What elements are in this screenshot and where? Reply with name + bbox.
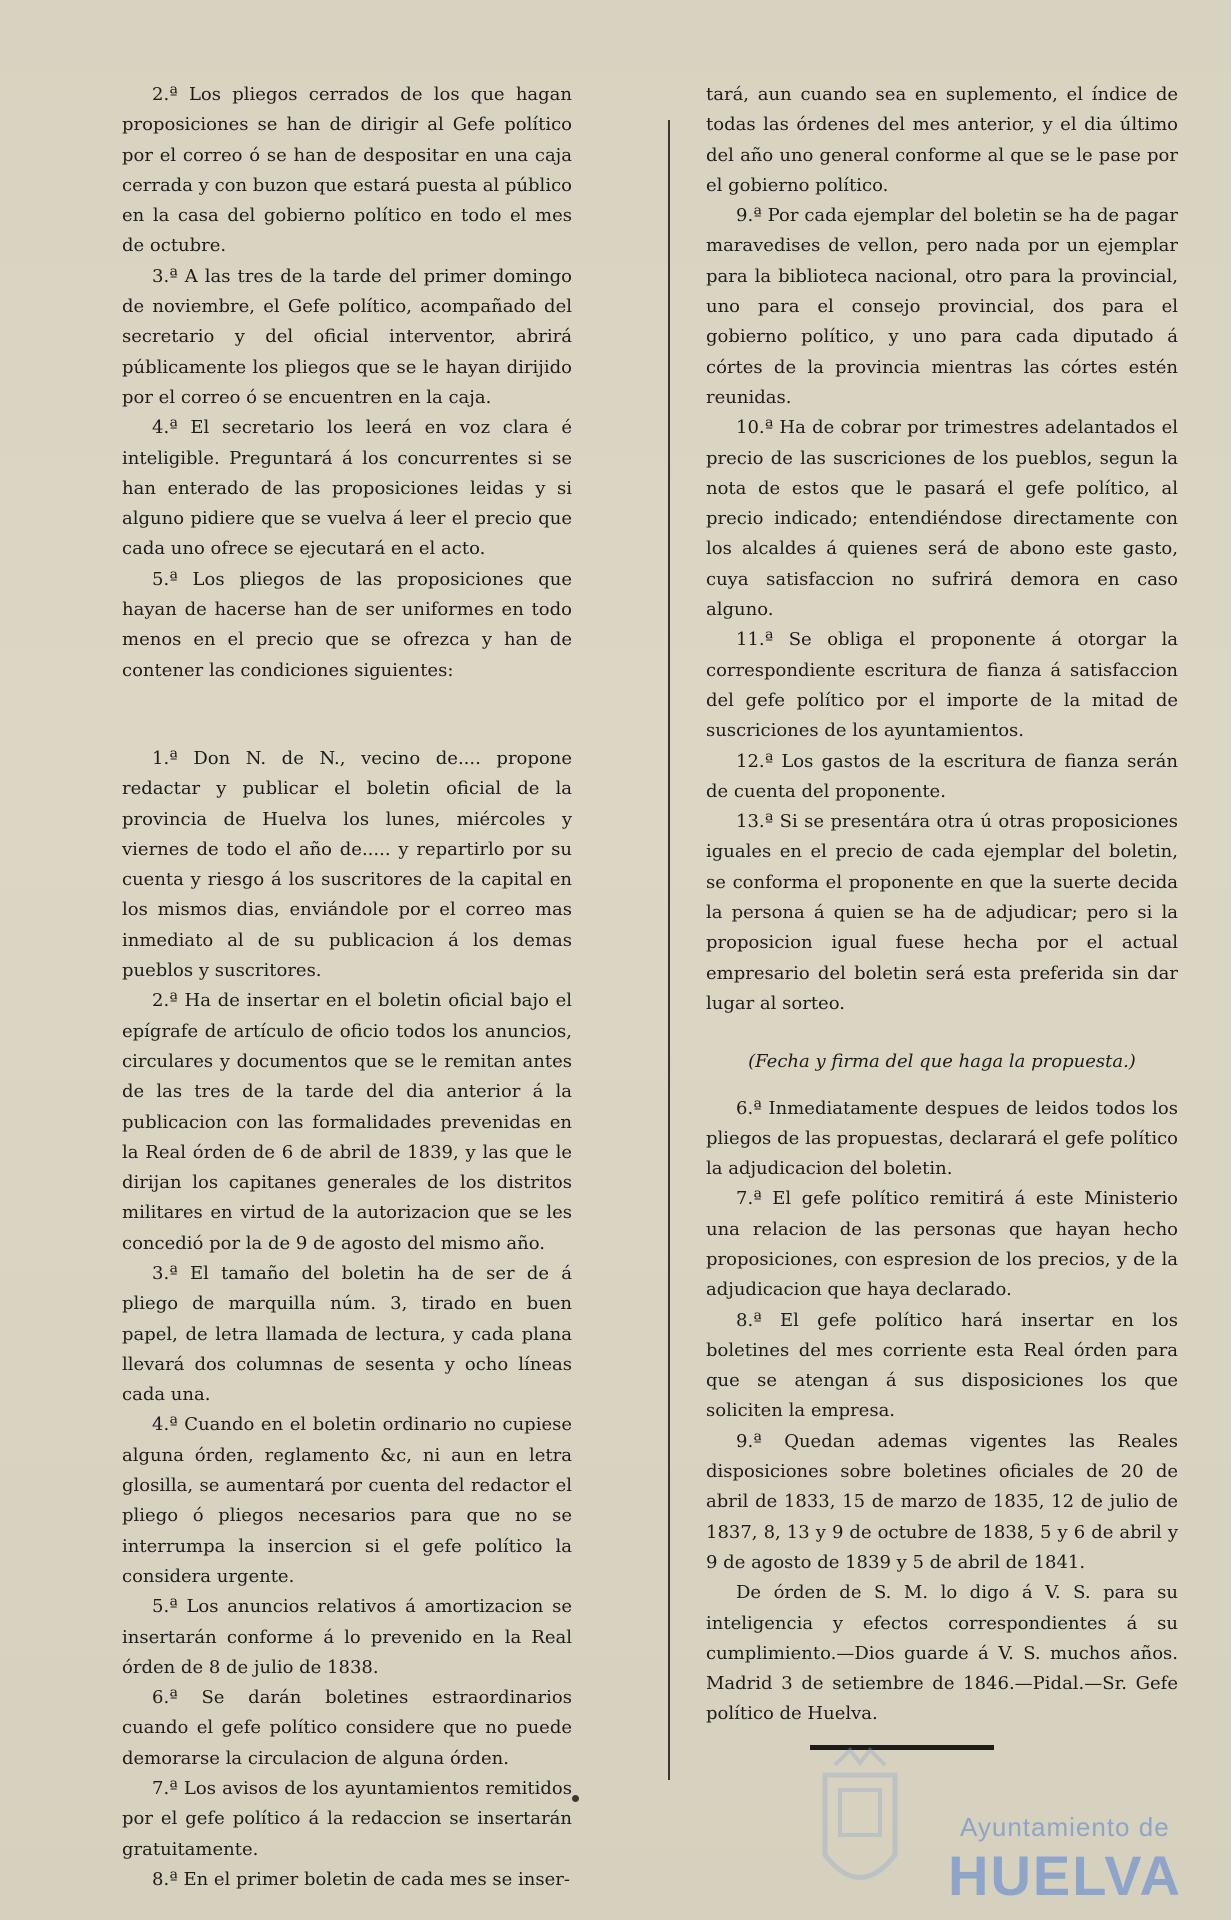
paragraph: 5.ª Los pliegos de las proposiciones que hayan de hacerse han de ser uniformes en todo menos en el precio que se ofrezca y han de contener las condiciones siguientes: bbox=[122, 568, 572, 681]
watermark-line1: Ayuntamiento de bbox=[960, 1812, 1170, 1842]
ink-dot bbox=[572, 1795, 579, 1802]
paragraph: 11.ª Se obliga el proponente á otorgar la correspondiente escritura de fianza á satisfaccion del gefe político por el importe de la mitad de suscriciones de los ayuntamientos. bbox=[706, 629, 1178, 742]
paragraph: 7.ª Los avisos de los ayuntamientos remitidos por el gefe político á la redaccion se insertarán gratuitamente. bbox=[122, 1778, 572, 1860]
paragraph: 2.ª Ha de insertar en el boletin oficial bajo el epígrafe de artículo de oficio todos los anuncios, circulares y documentos que se le remitan antes de las tres de la tarde del dia anterior á la publicacion con las formalidades prevenidas en la Real órden de 6 de abril de 1839, y las que le dirijan los capitanes generales de los distritos militares en virtud de la autorizacion que se les concedió por la de 9 de agosto del mismo año. bbox=[122, 990, 572, 1254]
paragraph: 4.ª Cuando en el boletin ordinario no cupiese alguna órden, reglamento &c, ni aun en letra glosilla, se aumentará por cuenta del redactor el pliego ó pliegos necesarios para que no se interrumpa la insercion si el gefe político la considera urgente. bbox=[122, 1414, 572, 1587]
right-column bbox=[706, 80, 1178, 1730]
paragraph: De órden de S. M. lo digo á V. S. para su inteligencia y efectos correspondientes á su cumplimiento.—Dios guarde á V. S. muchos años. Madrid 3 de setiembre de 1846.—Pidal.—Sr. Gefe político de Huelva. bbox=[706, 1582, 1178, 1725]
paragraph: 1.ª Don N. de N., vecino de.... propone redactar y publicar el boletin oficial de la provincia de Huelva los lunes, miércoles y viernes de todo el año de..... y repartirlo por su cuenta y riesgo á los suscritores de la capital en los mismos dias, enviándole por el correo mas inmediato al de su publicacion á los demas pueblos y suscritores. bbox=[122, 747, 572, 982]
paragraph: 8.ª En el primer boletin de cada mes se inser- bbox=[152, 1868, 570, 1890]
paragraph: 8.ª El gefe político hará insertar en los boletines del mes corriente esta Real órden para que se atengan á sus disposiciones los que soliciten la empresa. bbox=[706, 1309, 1178, 1422]
paragraph: tará, aun cuando sea en suplemento, el índice de todas las órdenes del mes anterior, y el dia último del año uno general conforme al que se le pase por el gobierno político. bbox=[706, 84, 1178, 196]
paragraph: 4.ª El secretario los leerá en voz clara é inteligible. Preguntará á los concurrentes si se han enterado de las proposiciones leidas y si alguno pidiere que se vuelva á leer el precio que cada uno ofrece se ejecutará en el acto. bbox=[122, 417, 572, 560]
paragraph: 7.ª El gefe político remitirá á este Ministerio una relacion de las personas que hayan hecho proposiciones, con espresion de los precios, y de la adjudicacion que haya declarado. bbox=[706, 1188, 1178, 1301]
paragraph: 2.ª Los pliegos cerrados de los que hagan proposiciones se han de dirigir al Gefe político por el correo ó se han de despositar en una caja cerrada y con buzon que estará puesta al público en la casa del gobierno político en todo el mes de octubre. bbox=[122, 84, 572, 257]
paragraph: 9.ª Quedan ademas vigentes las Reales disposiciones sobre boletines oficiales de 20 de abril de 1833, 15 de marzo de 1835, 12 de julio de 1837, 8, 13 y 9 de octubre de 1838, 5 y 6 de abril y 9 de agosto de 1839 y 5 de abril de 1841. bbox=[706, 1430, 1178, 1573]
column-divider bbox=[668, 120, 670, 1780]
paragraph: 10.ª Ha de cobrar por trimestres adelantados el precio de las suscriciones de los pueblos, segun la nota de estos que le pasará el gefe político, al precio indicado; entendiéndose directamente con los alcaldes á quienes será de abono este gasto, cuya satisfaccion no sufrirá demora en caso alguno. bbox=[706, 417, 1178, 621]
paragraph: 5.ª Los anuncios relativos á amortizacion se insertarán conforme á lo prevenido en la Real órden de 8 de julio de 1838. bbox=[122, 1596, 572, 1678]
paragraph: 6.ª Inmediatamente despues de leidos todos los pliegos de las propuestas, declarará el gefe político la adjudicacion del boletin. bbox=[706, 1097, 1178, 1180]
left-column bbox=[122, 80, 572, 1895]
signature-note: (Fecha y firma del que haga la propuesta.) bbox=[748, 1051, 1136, 1073]
paragraph: 12.ª Los gastos de la escritura de fianza serán de cuenta del proponente. bbox=[706, 750, 1178, 802]
paragraph: 9.ª Por cada ejemplar del boletin se ha de pagar maravedises de vellon, pero nada por un ejemplar para la biblioteca nacional, otro para la provincial, uno para el consejo provincial, dos para el gobierno político, y uno para cada diputado á córtes de la provincia mientras las córtes estén reunidas. bbox=[706, 205, 1178, 408]
paragraph: 3.ª A las tres de la tarde del primer domingo de noviembre, el Gefe político, acompañado del secretario y del oficial interventor, abrirá públicamente los pliegos que se le hayan dirijido por el correo ó se encuentren en la caja. bbox=[122, 265, 572, 408]
watermark-line2: HUELVA bbox=[948, 1844, 1182, 1907]
paragraph: 13.ª Si se presentára otra ú otras proposiciones iguales en el precio de cada ejemplar del boletin, se conforma el proponente en que la suerte decida la persona á quien se ha de adjudicar; pero si la proposicion igual fuese hecha por el actual empresario del boletin será esta preferida sin dar lugar al sorteo. bbox=[706, 811, 1178, 1014]
paragraph: 3.ª El tamaño del boletin ha de ser de á pliego de marquilla núm. 3, tirado en buen papel, de letra llamada de lectura, y cada plana llevará dos columnas de sesenta y ocho líneas cada una. bbox=[122, 1262, 572, 1406]
paragraph: 6.ª Se darán boletines estraordinarios cuando el gefe político considere que no puede demorarse la circulacion de alguna órden. bbox=[122, 1687, 572, 1769]
